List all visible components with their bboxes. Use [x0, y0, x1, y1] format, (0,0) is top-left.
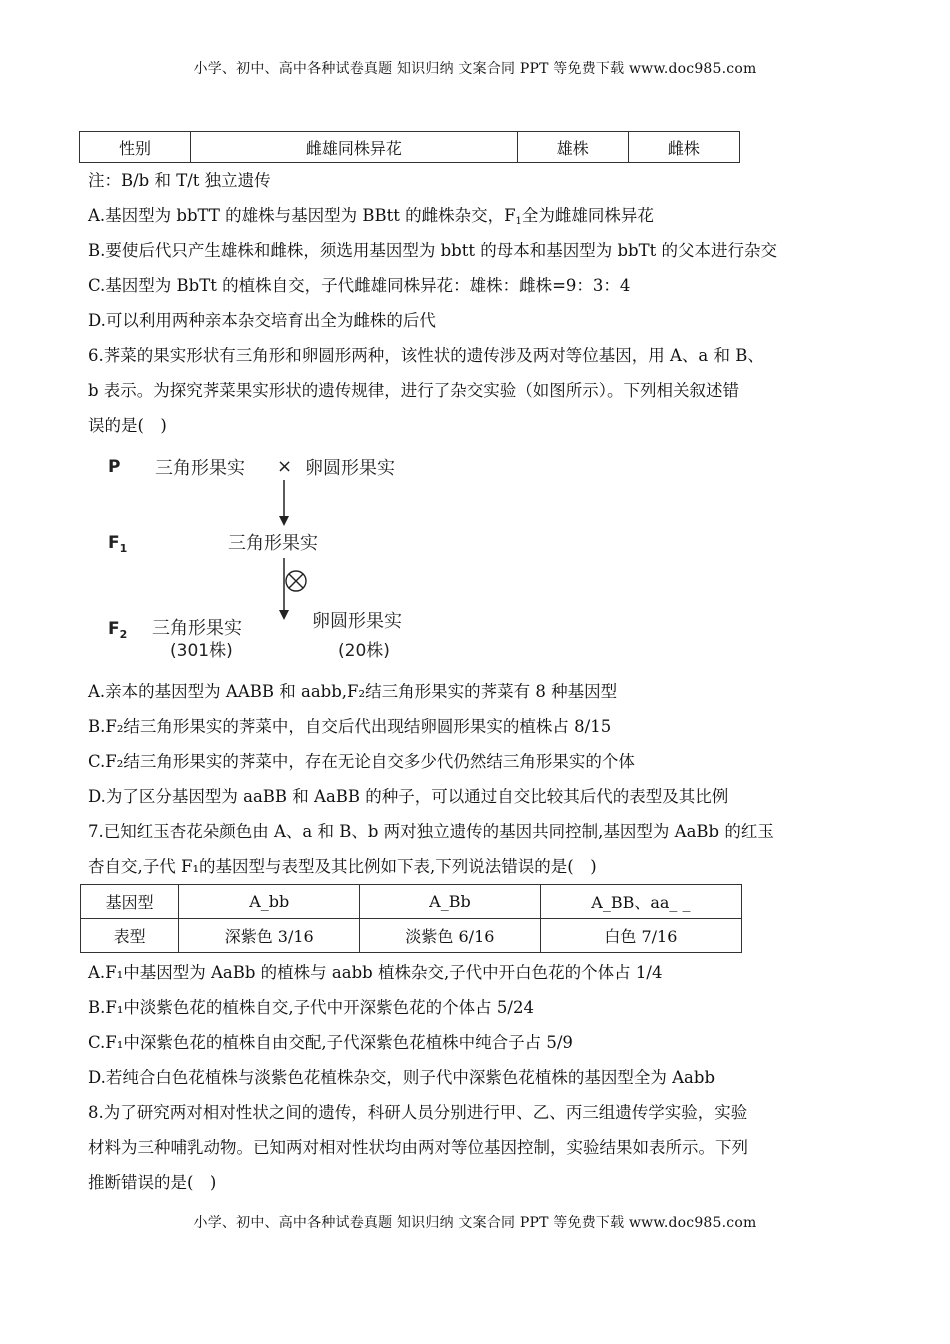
f2-left-phenotype: 三角形果实 [152, 618, 242, 639]
q6-option-d: D.为了区分基因型为 aaBB 和 AaBB 的种子，可以通过自交比较其后代的表型及其比例 [88, 787, 729, 806]
genotype-phenotype-table [80, 884, 742, 953]
page-header: 小学、初中、高中各种试卷真题 知识归纳 文案合同 PPT 等免费下载 www.doc985.com [193, 61, 757, 77]
table-cell: A_bb [179, 885, 360, 919]
q5-option-c: C.基因型为 BbTt 的植株自交，子代雌雄同株异花：雄株：雌株=9：3：4 [88, 276, 631, 295]
f1-label: $F_1$ [108, 533, 128, 555]
table-cell: 雌株 [628, 132, 739, 163]
table-cell: 性别 [80, 132, 191, 163]
arrow-head-icon [279, 610, 289, 620]
table-cell: 雄株 [517, 132, 628, 163]
q8-stem-line3: 推断错误的是( ) [88, 1173, 217, 1192]
q6-option-b: B.F₂结三角形果实的荠菜中，自交后代出现结卵圆形果实的植株占 8/15 [88, 717, 612, 736]
f2-label: $F_2$ [108, 619, 128, 641]
q6-stem-line3: 误的是( ) [88, 416, 167, 435]
arrow-head-icon [279, 516, 289, 526]
q7-option-a: A.F₁中基因型为 AaBb 的植株与 aabb 植株杂交,子代中开白色花的个体占 1/4 [88, 963, 663, 982]
q7-option-d: D.若纯合白色花植株与淡紫色花植株杂交，则子代中深紫色花植株的基因型全为 Aabb [88, 1068, 716, 1087]
q6-option-a: A.亲本的基因型为 AABB 和 aabb,F₂结三角形果实的荠菜有 8 种基因型 [88, 682, 618, 701]
table-cell: 表型 [81, 919, 179, 953]
q5-option-d: D.可以利用两种亲本杂交培育出全为雌株的后代 [88, 311, 436, 330]
table-cell: 基因型 [81, 885, 179, 919]
table-cell: 雌雄同株异花 [191, 132, 518, 163]
q8-stem-line2: 材料为三种哺乳动物。已知两对相对性状均由两对等位基因控制，实验结果如表所示。下列 [88, 1138, 748, 1157]
f2-left-count: (301株) [170, 641, 233, 661]
cross-diagram [100, 450, 430, 665]
table-cell: A_Bb [360, 885, 541, 919]
cross-symbol: × [277, 456, 293, 477]
p-left-phenotype: 三角形果实 [155, 458, 245, 479]
q7-stem-line1: 7.已知红玉杏花朵颜色由 A、a 和 B、b 两对独立遗传的基因共同控制,基因型为 AaBb 的红玉 [88, 822, 774, 841]
q7-stem-line2: 杏自交,子代 F₁的基因型与表型及其比例如下表,下列说法错误的是( ) [88, 857, 597, 876]
sex-table [79, 131, 740, 163]
q6-option-c: C.F₂结三角形果实的荠菜中，存在无论自交多少代仍然结三角形果实的个体 [88, 752, 635, 771]
q7-option-b: B.F₁中淡紫色花的植株自交,子代中开深紫色花的个体占 5/24 [88, 998, 534, 1017]
table-cell: 深紫色 3/16 [179, 919, 360, 953]
q7-option-c: C.F₁中深紫色花的植株自由交配,子代深紫色花植株中纯合子占 5/9 [88, 1033, 573, 1052]
f1-phenotype: 三角形果实 [228, 533, 318, 554]
f2-right-phenotype: 卵圆形果实 [312, 611, 402, 632]
f2-right-count: (20株) [338, 641, 390, 661]
table-cell: A_BB、aa_ _ [540, 885, 741, 919]
q5-option-a: A.基因型为 bbTT 的雄株与基因型为 BBtt 的雌株杂交，$F_1$全为雌雄同株异花 [88, 206, 654, 227]
page-footer: 小学、初中、高中各种试卷真题 知识归纳 文案合同 PPT 等免费下载 www.doc985.com [193, 1215, 757, 1231]
q6-stem-line2: b 表示。为探究荠菜果实形状的遗传规律，进行了杂交实验（如图所示）。下列相关叙述错 [88, 381, 740, 400]
q5-option-b: B.要使后代只产生雄株和雌株，须选用基因型为 bbtt 的母本和基因型为 bbTt 的父本进行杂交 [88, 241, 777, 260]
p-label: P [108, 457, 121, 477]
p-right-phenotype: 卵圆形果实 [305, 458, 395, 479]
table-cell: 淡紫色 6/16 [360, 919, 541, 953]
q8-stem-line1: 8.为了研究两对相对性状之间的遗传，科研人员分别进行甲、乙、丙三组遗传学实验，实验 [88, 1103, 748, 1122]
q6-stem-line1: 6.荠菜的果实形状有三角形和卵圆形两种，该性状的遗传涉及两对等位基因，用 A、a 和 B、 [88, 346, 764, 365]
table-cell: 白色 7/16 [540, 919, 741, 953]
q5-note: 注：B/b 和 T/t 独立遗传 [88, 171, 271, 190]
